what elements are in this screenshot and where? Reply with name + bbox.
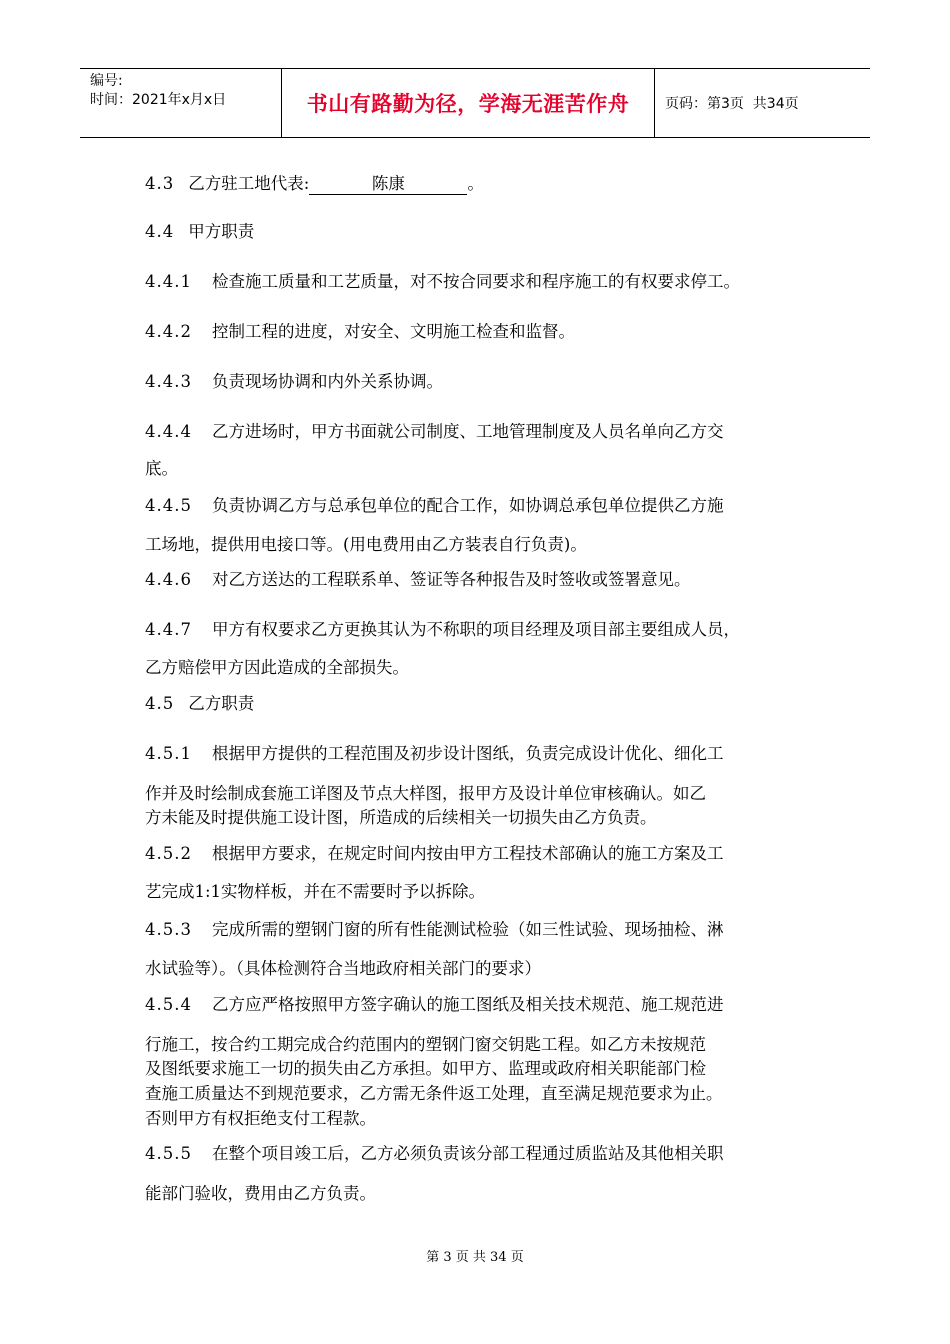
section-text: 根据甲方提供的工程范围及初步设计图纸，负责完成设计优化、细化工 <box>211 744 724 763</box>
section-4-5-4-cont-3: 查施工质量达不到规范要求，乙方需无条件返工处理，直至满足规范要求为止。 <box>145 1084 723 1103</box>
section-4-3 <box>145 166 810 202</box>
section-text: 负责现场协调和内外关系协调。 <box>211 372 443 391</box>
section-number: 4.4.6 <box>145 570 192 589</box>
section-4-5-4-cont-1: 行施工，按合约工期完成合约范围内的塑钢门窗交钥匙工程。如乙方未按规范 <box>145 1035 706 1054</box>
header-meta <box>80 69 282 137</box>
header-page-info <box>655 69 870 137</box>
section-number: 4.5.5 <box>145 1144 192 1163</box>
section-4-4-7-cont: 乙方赔偿甲方因此造成的全部损失。 <box>145 658 409 677</box>
section-number: 4.4.2 <box>145 322 192 341</box>
section-number: 4.5.4 <box>145 995 192 1014</box>
section-4-4-7 <box>145 612 810 648</box>
section-4-4-6 <box>145 562 810 598</box>
section-4-4 <box>145 214 810 250</box>
section-4-5-4 <box>145 987 810 1023</box>
representative-name: 陈康 <box>309 174 467 195</box>
section-4-4-1 <box>145 264 810 300</box>
footer-page-number: 第 3 页 共 34 页 <box>426 1250 524 1265</box>
section-4-4-5-cont: 工场地，提供用电接口等。(用电费用由乙方装表自行负责)。 <box>145 535 587 554</box>
section-number: 4.4.3 <box>145 372 192 391</box>
page-info-text: 页码：第3页 共34页 <box>665 96 799 112</box>
section-text-end: 。 <box>467 174 484 193</box>
section-heading: 乙方职责 <box>188 694 255 713</box>
serial-number-label: 编号: <box>90 73 123 89</box>
section-4-5-1-cont-1: 作并及时绘制成套施工详图及节点大样图，报甲方及设计单位审核确认。如乙 <box>145 784 706 803</box>
section-text: 完成所需的塑钢门窗的所有性能测试检验（如三性试验、现场抽检、淋 <box>211 920 724 939</box>
section-text: 乙方驻工地代表: <box>188 174 310 193</box>
section-4-5-5 <box>145 1136 810 1172</box>
section-text: 甲方有权要求乙方更换其认为不称职的项目经理及项目部主要组成人员， <box>211 620 740 639</box>
section-4-5-3-cont: 水试验等）。（具体检测符合当地政府相关部门的要求） <box>145 959 541 978</box>
section-4-5-1 <box>145 736 810 772</box>
section-text: 对乙方送达的工程联系单、签证等各种报告及时签收或签署意见。 <box>211 570 691 589</box>
section-number: 4.5 <box>145 694 175 713</box>
section-text: 乙方应严格按照甲方签字确认的施工图纸及相关技术规范、施工规范进 <box>211 995 724 1014</box>
section-4-5-2-cont: 艺完成1:1实物样板，并在不需要时予以拆除。 <box>145 882 486 901</box>
section-number: 4.4 <box>145 222 175 241</box>
section-number: 4.4.1 <box>145 272 192 291</box>
section-4-5-2 <box>145 836 810 872</box>
header-motto: 书山有路勤为径，学海无涯苦作舟 <box>282 69 655 137</box>
page-footer <box>0 1246 950 1265</box>
section-4-4-4 <box>145 414 810 450</box>
section-text: 在整个项目竣工后，乙方必须负责该分部工程通过质监站及其他相关职 <box>211 1144 724 1163</box>
section-4-5-3 <box>145 912 810 948</box>
section-number: 4.4.5 <box>145 496 192 515</box>
section-number: 4.5.2 <box>145 844 192 863</box>
section-4-4-4-cont: 底。 <box>145 459 178 478</box>
section-4-4-3 <box>145 364 810 400</box>
section-4-4-5 <box>145 488 810 524</box>
section-4-5-5-cont: 能部门验收，费用由乙方负责。 <box>145 1184 376 1203</box>
section-4-4-2 <box>145 314 810 350</box>
section-4-5-1-cont-2: 方未能及时提供施工设计图，所造成的后续相关一切损失由乙方负责。 <box>145 808 657 827</box>
section-4-5-4-cont-4: 否则甲方有权拒绝支付工程款。 <box>145 1109 376 1128</box>
section-text: 根据甲方要求，在规定时间内按由甲方工程技术部确认的施工方案及工 <box>211 844 724 863</box>
section-number: 4.5.3 <box>145 920 192 939</box>
date-label: 时间：2021年x月x日 <box>90 92 227 108</box>
section-heading: 甲方职责 <box>188 222 255 241</box>
section-number: 4.5.1 <box>145 744 192 763</box>
section-text: 控制工程的进度，对安全、文明施工检查和监督。 <box>211 322 575 341</box>
page-header <box>80 68 870 138</box>
section-number: 4.4.7 <box>145 620 192 639</box>
section-text: 乙方进场时，甲方书面就公司制度、工地管理制度及人员名单向乙方交 <box>211 422 724 441</box>
section-number: 4.4.4 <box>145 422 192 441</box>
section-text: 检查施工质量和工艺质量，对不按合同要求和程序施工的有权要求停工。 <box>211 272 740 291</box>
section-text: 负责协调乙方与总承包单位的配合工作，如协调总承包单位提供乙方施 <box>211 496 724 515</box>
section-4-5-4-cont-2: 及图纸要求施工一切的损失由乙方承担。如甲方、监理或政府相关职能部门检 <box>145 1059 706 1078</box>
section-4-5 <box>145 686 810 722</box>
section-number: 4.3 <box>145 174 175 193</box>
